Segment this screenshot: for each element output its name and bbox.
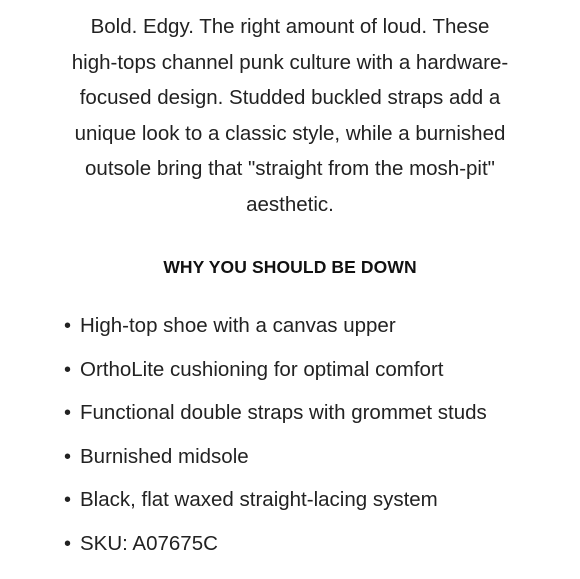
list-item <box>60 526 560 570</box>
list-item <box>60 439 560 483</box>
description-line: Bold. Edgy. The right amount of loud. These <box>90 15 490 38</box>
bullet-icon: • <box>64 489 72 512</box>
section-heading: WHY YOU SHOULD BE DOWN <box>163 257 417 277</box>
list-item <box>60 482 560 526</box>
bullet-icon: • <box>64 402 72 425</box>
list-item <box>60 352 560 396</box>
description-line: unique look to a classic style, while a burnished <box>74 121 506 145</box>
feature-text: OrthoLite cushioning for optimal comfort <box>80 357 444 381</box>
feature-text: Burnished midsole <box>80 444 249 468</box>
bullet-icon: • <box>64 532 72 555</box>
feature-text: Functional double straps with grommet studs <box>80 401 487 425</box>
bullet-icon: • <box>64 445 72 468</box>
description-line: focused design. Studded buckled straps add a <box>79 86 501 109</box>
feature-text: Black, flat waxed straight-lacing system <box>80 488 438 512</box>
feature-list <box>60 308 560 570</box>
bullet-icon: • <box>64 358 72 381</box>
list-item <box>60 395 560 439</box>
feature-text: High-top shoe with a canvas upper <box>80 314 396 337</box>
bullet-icon: • <box>64 315 72 337</box>
product-description <box>40 9 540 222</box>
sku-text: SKU: A07675C <box>80 531 218 555</box>
description-line: high-tops channel punk culture with a hardware- <box>71 50 509 74</box>
description-line: aesthetic. <box>246 192 334 216</box>
list-item <box>60 308 560 352</box>
description-line: outsole bring that "straight from the mosh-pit" <box>85 157 495 180</box>
